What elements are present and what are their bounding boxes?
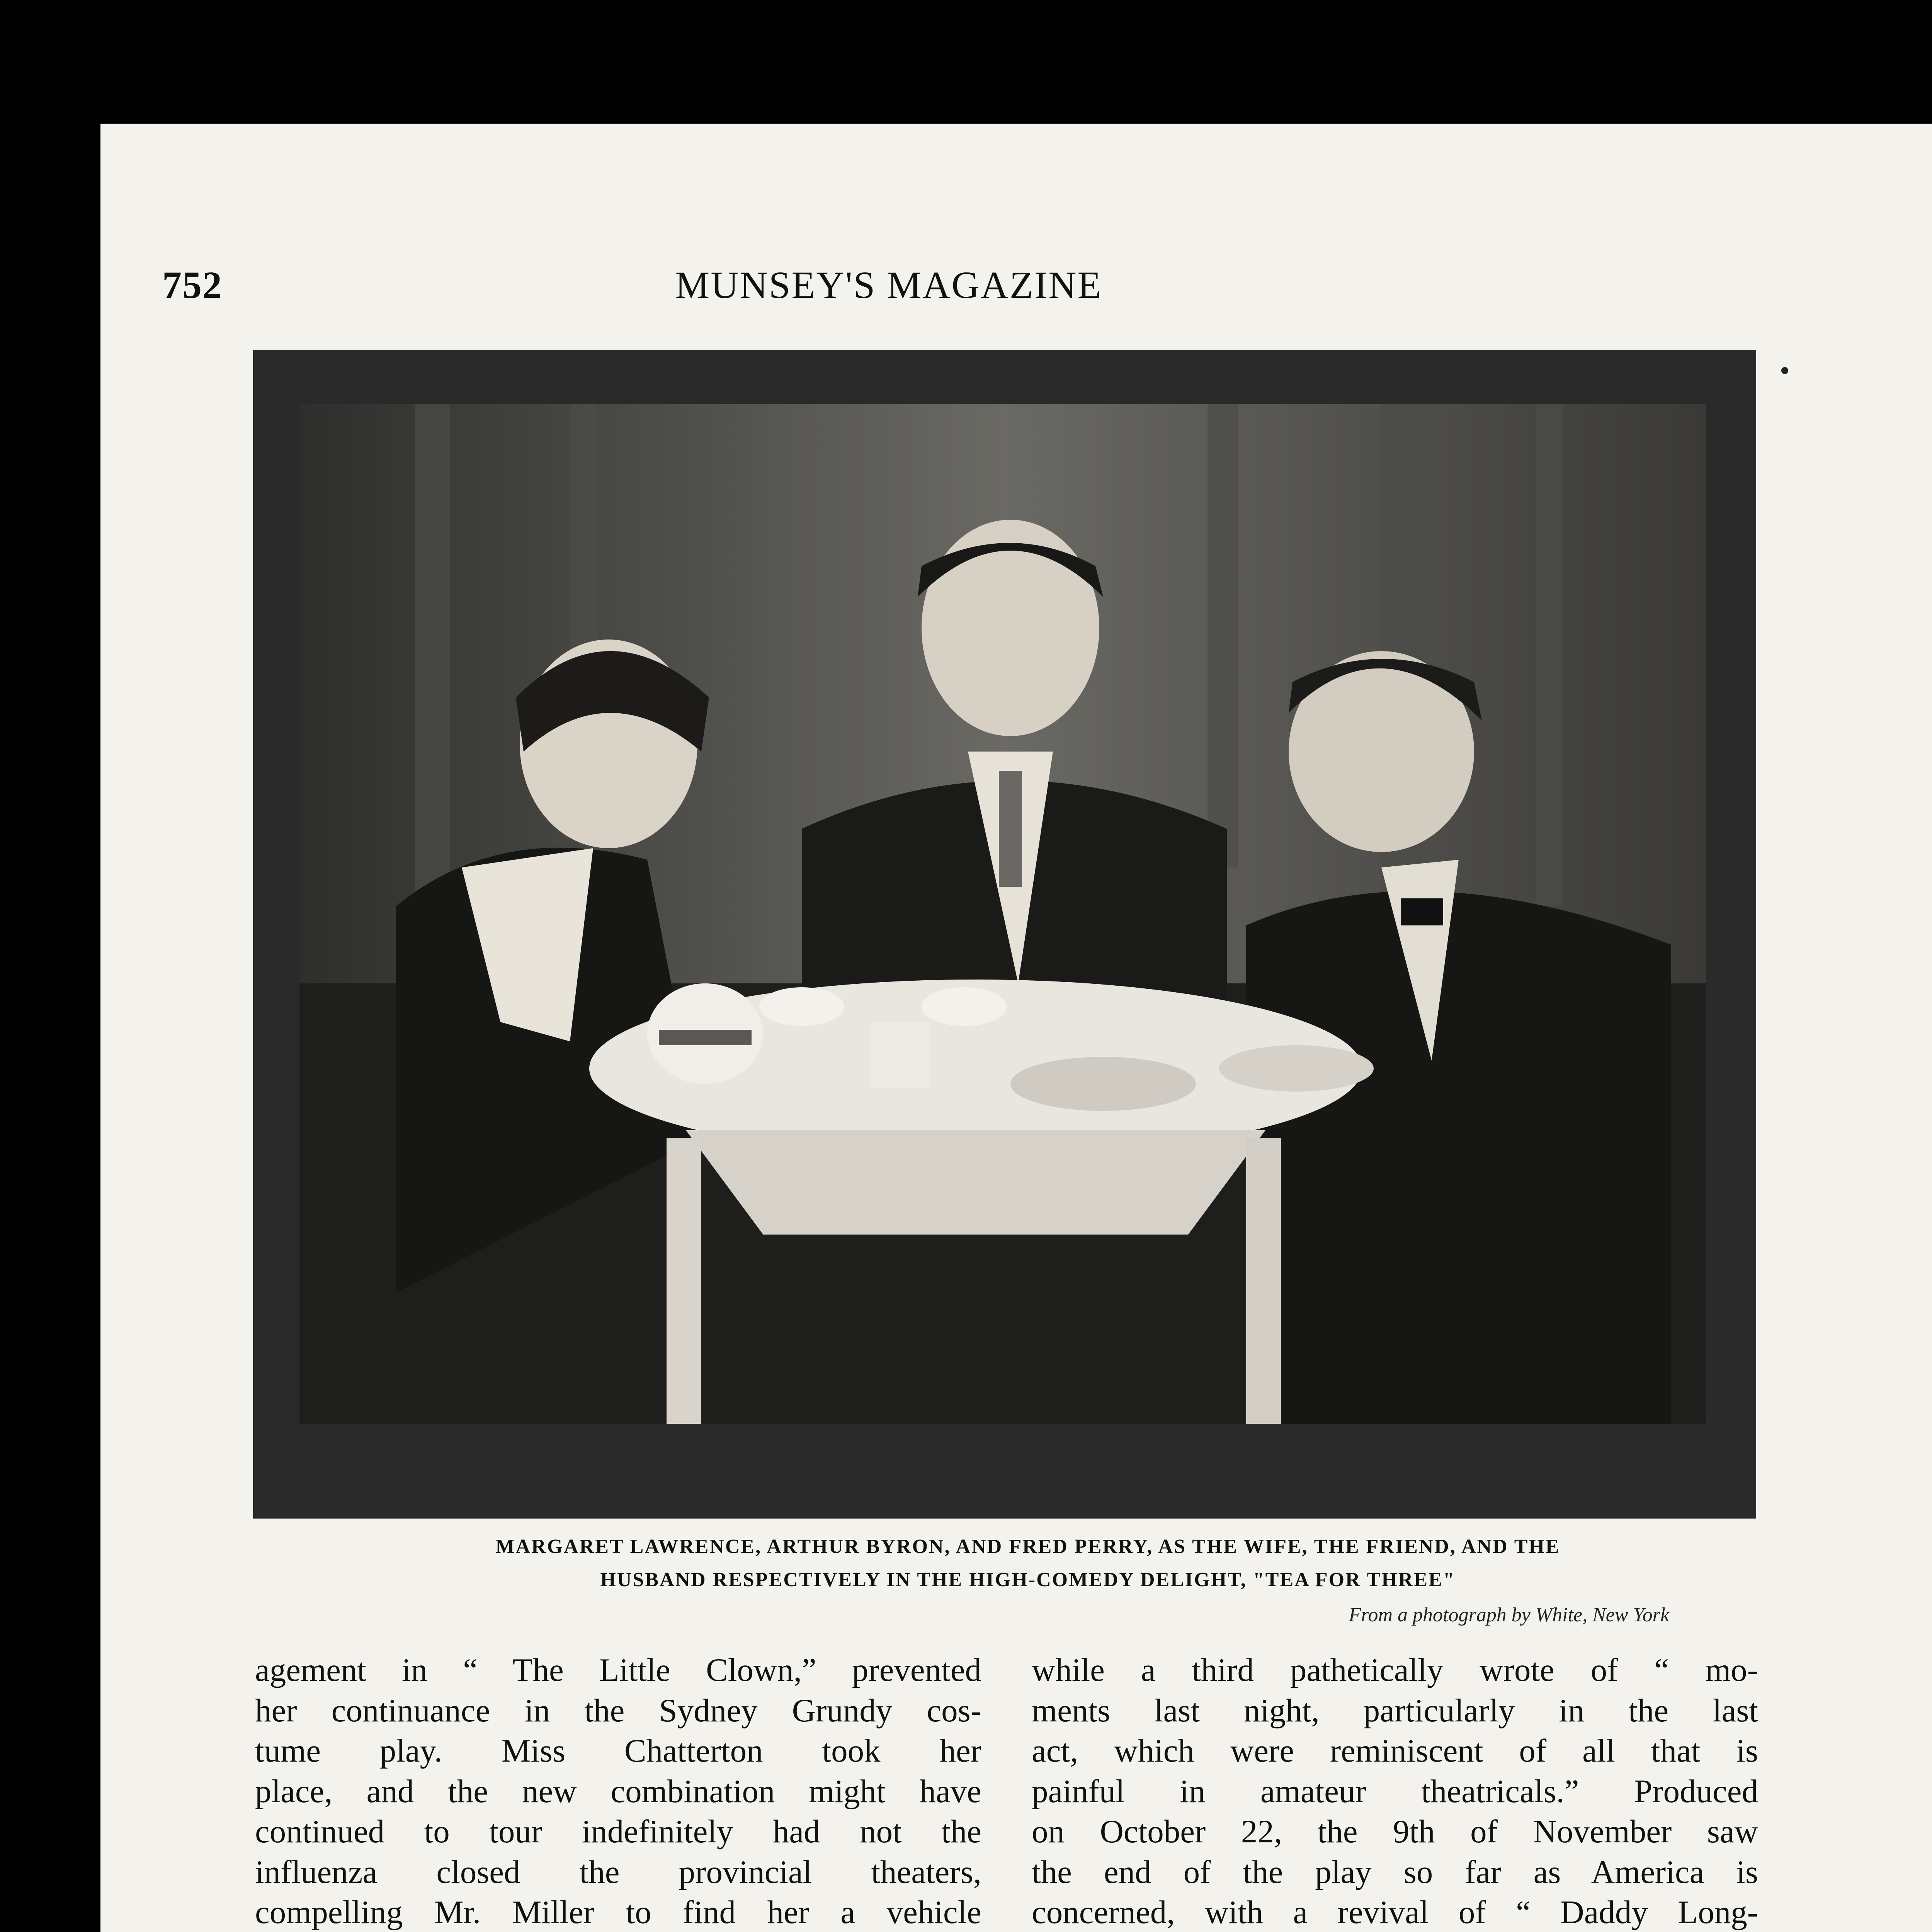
photo-credit: From a photograph by White, New York [1349, 1604, 1669, 1626]
text-line: place, and the new combination might have [255, 1773, 981, 1810]
text-line: continued to tour indefinitely had not the [255, 1813, 981, 1850]
text-line: on October 22, the 9th of November saw [1032, 1813, 1758, 1850]
text-line: while a third pathetically wrote of “ mo- [1032, 1652, 1758, 1688]
text-line: agement in “ The Little Clown,” prevented [255, 1652, 981, 1688]
page-number: 752 [162, 264, 223, 306]
text-line: painful in amateur theatricals.” Produced [1032, 1773, 1758, 1810]
caption-line: MARGARET LAWRENCE, ARTHUR BYRON, AND FRED PERRY, AS THE WIFE, THE FRIEND, AND THE [495, 1536, 1560, 1558]
text-line: influenza closed the provincial theaters, [255, 1854, 981, 1890]
text-line: her continuance in the Sydney Grundy cos- [255, 1692, 981, 1729]
text-column-left [255, 1650, 981, 1932]
photograph-frame [253, 350, 1756, 1519]
text-line: compelling Mr. Miller to find her a vehicle [255, 1894, 981, 1930]
text-line: act, which were reminiscent of all that is [1032, 1733, 1758, 1769]
running-header-title: MUNSEY'S MAGAZINE [675, 264, 1102, 306]
scan-speck [1781, 367, 1788, 374]
photo-caption [216, 1530, 1839, 1597]
photograph-illustration [299, 404, 1706, 1424]
text-line: tume play. Miss Chatterton took her [255, 1733, 981, 1769]
text-line: concerned, with a revival of “ Daddy Long- [1032, 1894, 1758, 1930]
text-line: ments last night, particularly in the last [1032, 1692, 1758, 1729]
text-line: the end of the play so far as America is [1032, 1854, 1758, 1890]
photograph [299, 404, 1706, 1424]
text-column-right [1032, 1650, 1758, 1932]
caption-line: HUSBAND RESPECTIVELY IN THE HIGH-COMEDY DELIGHT, "TEA FOR THREE" [600, 1569, 1456, 1591]
